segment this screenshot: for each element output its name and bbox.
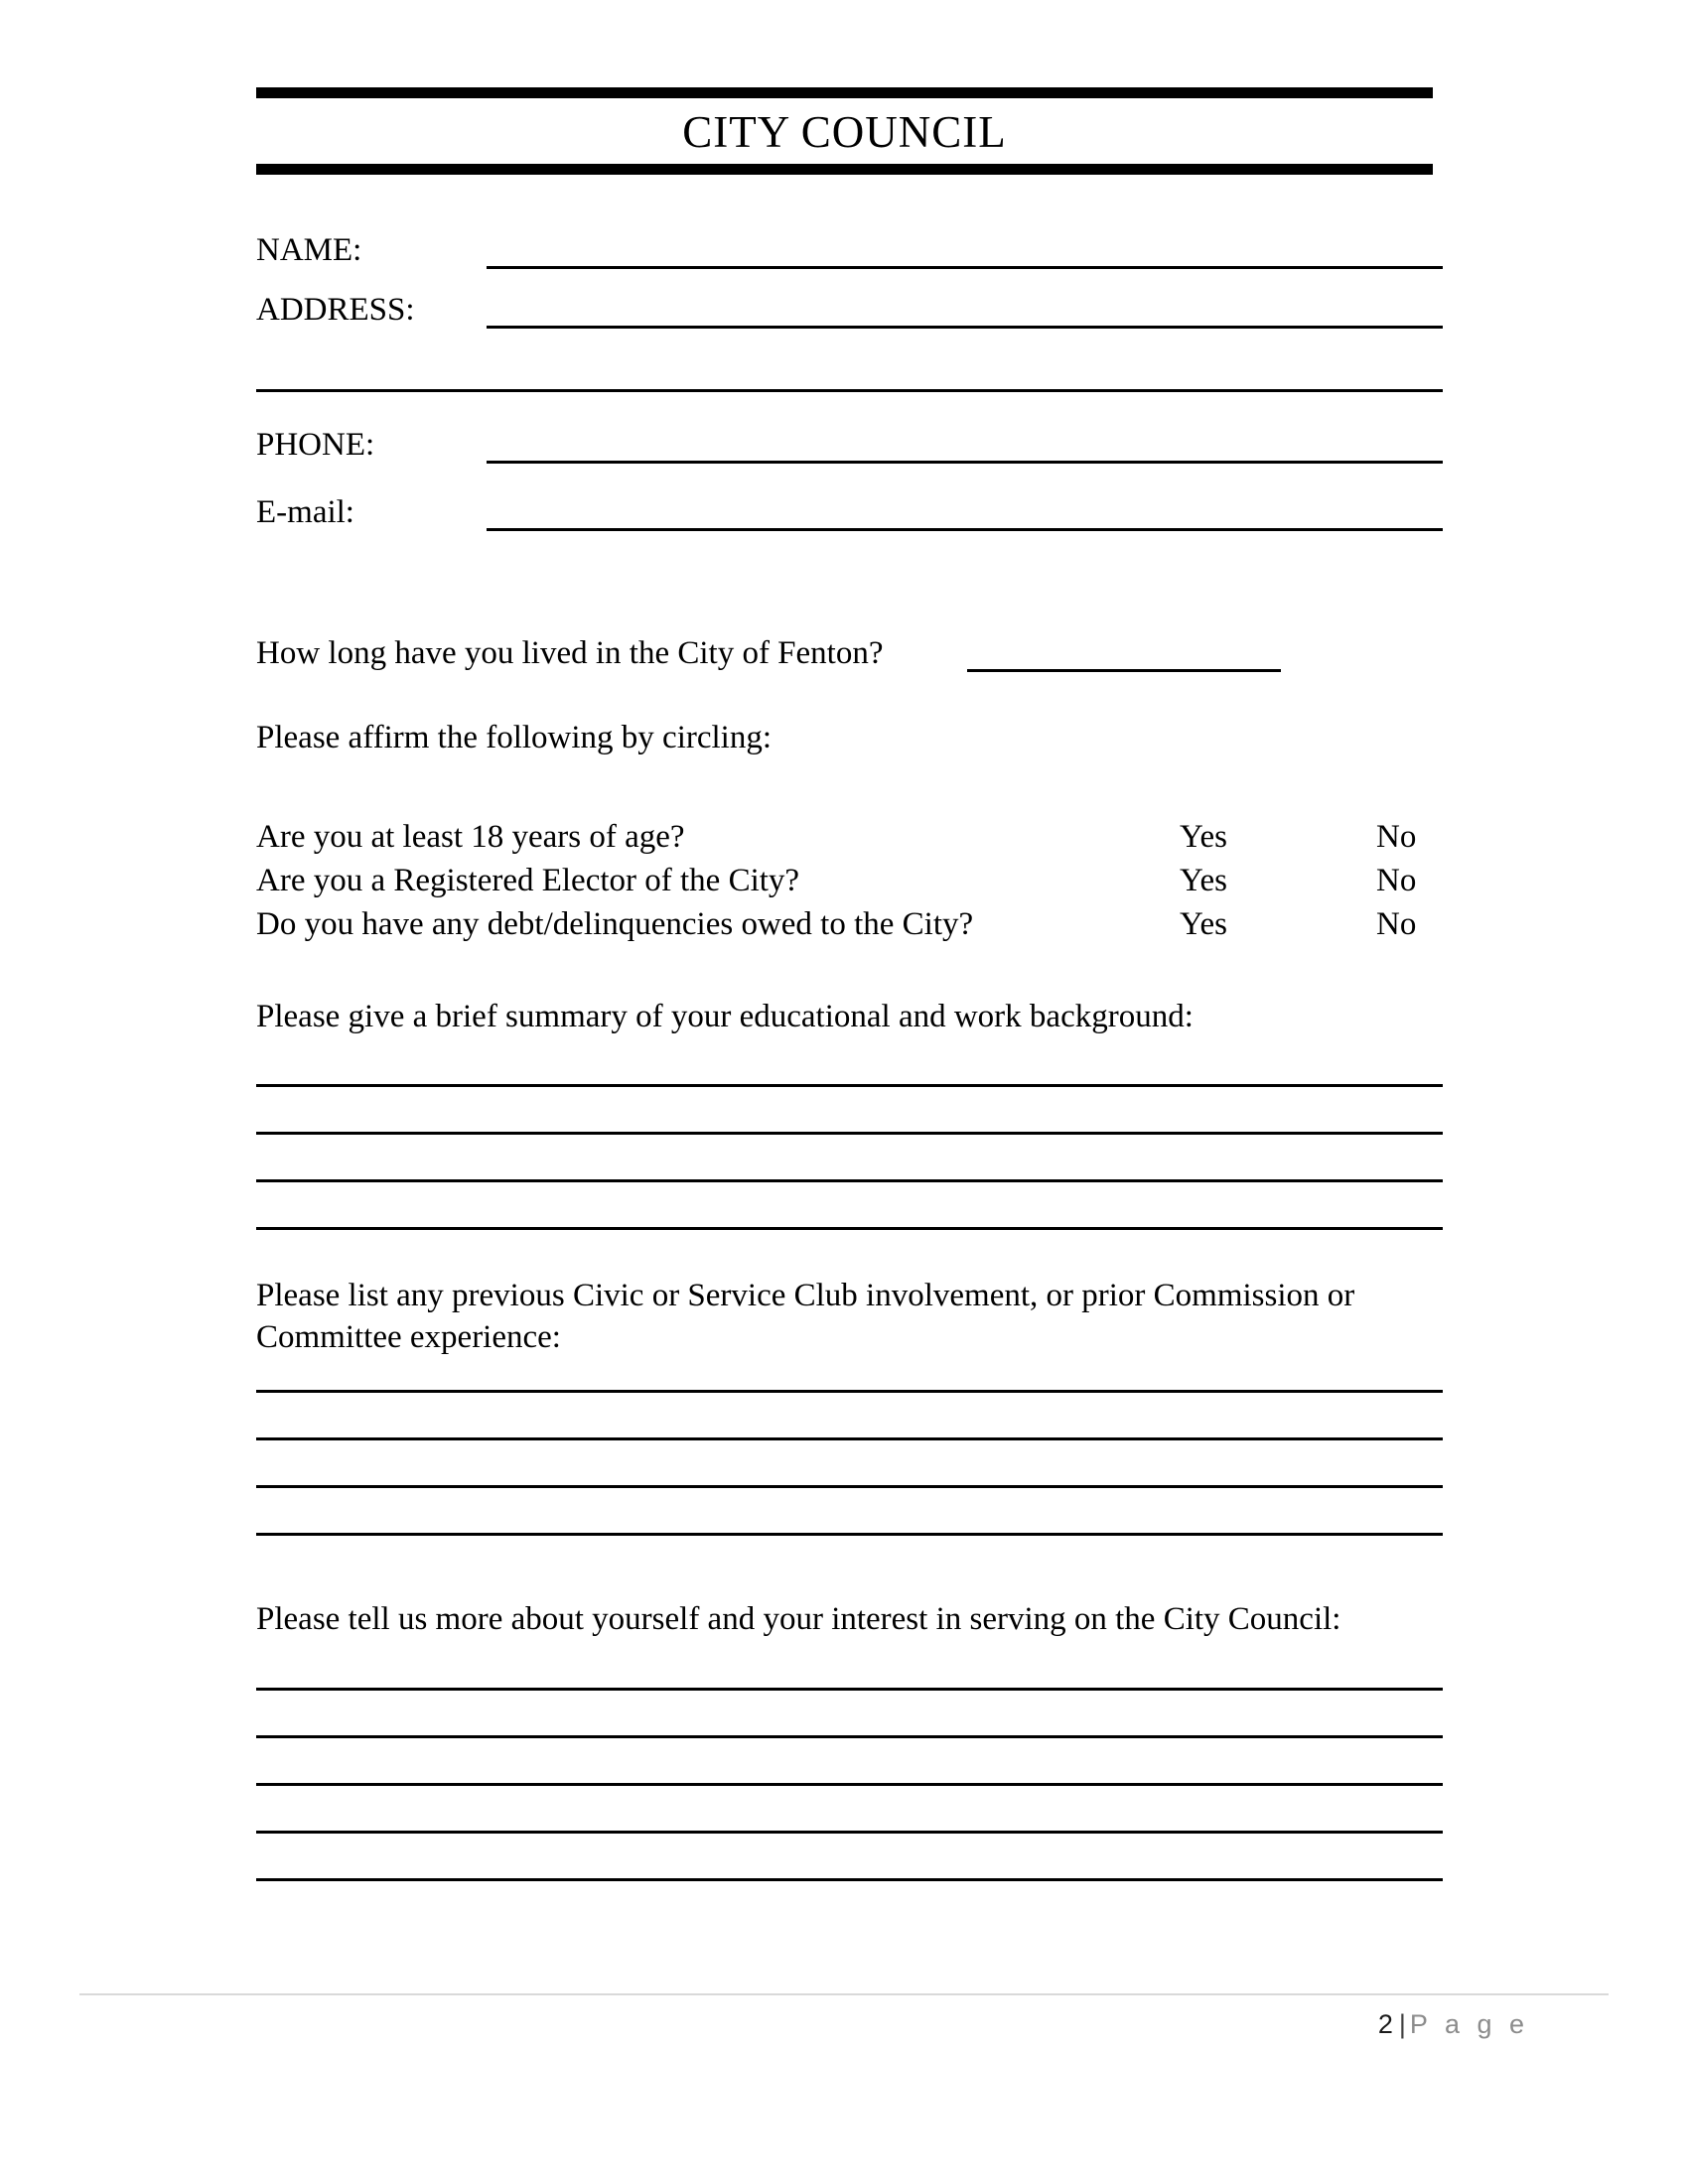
about-answer-line-2[interactable] [256, 1735, 1443, 1738]
email-label: E-mail: [256, 494, 354, 530]
about-answer-line-1[interactable] [256, 1688, 1443, 1691]
background-answer-line-2[interactable] [256, 1132, 1443, 1135]
background-answer-line-1[interactable] [256, 1084, 1443, 1087]
field-row-phone [256, 425, 1443, 473]
page-footer [79, 1993, 1609, 2041]
affirm-no-age[interactable]: No [1376, 819, 1417, 855]
affirm-row-debt [256, 903, 1443, 945]
affirm-instruction: Please affirm the following by circling: [256, 720, 773, 755]
residency-question-row [256, 633, 1443, 681]
residency-input-line[interactable] [967, 669, 1281, 672]
header-top-rule [256, 87, 1433, 98]
background-answer-line-4[interactable] [256, 1227, 1443, 1230]
footer-separator: | [1398, 2009, 1406, 2039]
affirm-row-elector [256, 860, 1443, 901]
field-row-email [256, 492, 1443, 540]
about-answer-line-5[interactable] [256, 1878, 1443, 1881]
civic-answer-line-1[interactable] [256, 1390, 1443, 1393]
residency-question-label: How long have you lived in the City of Fenton? [256, 635, 884, 671]
affirm-no-debt[interactable]: No [1376, 906, 1417, 942]
affirm-yes-debt[interactable]: Yes [1180, 906, 1228, 942]
affirm-yes-age[interactable]: Yes [1180, 819, 1228, 855]
field-row-name [256, 230, 1443, 278]
civic-answer-line-2[interactable] [256, 1437, 1443, 1440]
email-input-line[interactable] [487, 528, 1443, 531]
footer-page-number: 2 [1377, 2009, 1395, 2039]
phone-input-line[interactable] [487, 461, 1443, 464]
document-header [256, 87, 1433, 175]
affirm-question-elector: Are you a Registered Elector of the City? [256, 863, 800, 898]
phone-label: PHONE: [256, 427, 375, 463]
footer-page-indicator [79, 1995, 1609, 2041]
address-input-line-2[interactable] [256, 389, 1443, 392]
affirm-no-elector[interactable]: No [1376, 863, 1417, 898]
field-row-address [256, 290, 1443, 338]
section-prompt-about: Please tell us more about yourself and your interest in serving on the City Council: [256, 1601, 1341, 1637]
affirm-row-age [256, 816, 1443, 858]
footer-page-word: P a g e [1409, 2009, 1529, 2039]
address-label: ADDRESS: [256, 292, 415, 328]
affirm-yes-elector[interactable]: Yes [1180, 863, 1228, 898]
civic-answer-line-4[interactable] [256, 1533, 1443, 1536]
section-prompt-civic: Please list any previous Civic or Service Club involvement, or prior Commission or Committee experience: [256, 1278, 1355, 1355]
affirm-question-debt: Do you have any debt/delinquencies owed to the City? [256, 906, 974, 942]
civic-answer-line-3[interactable] [256, 1485, 1443, 1488]
background-answer-line-3[interactable] [256, 1179, 1443, 1182]
name-input-line[interactable] [487, 266, 1443, 269]
about-answer-line-4[interactable] [256, 1831, 1443, 1834]
affirm-question-age: Are you at least 18 years of age? [256, 819, 685, 855]
field-row-address-continued [256, 353, 1443, 401]
name-label: NAME: [256, 232, 362, 268]
header-bottom-rule [256, 164, 1433, 175]
about-answer-line-3[interactable] [256, 1783, 1443, 1786]
section-prompt-background: Please give a brief summary of your educational and work background: [256, 999, 1194, 1034]
address-input-line[interactable] [487, 326, 1443, 329]
page-title: CITY COUNCIL [682, 107, 1007, 157]
